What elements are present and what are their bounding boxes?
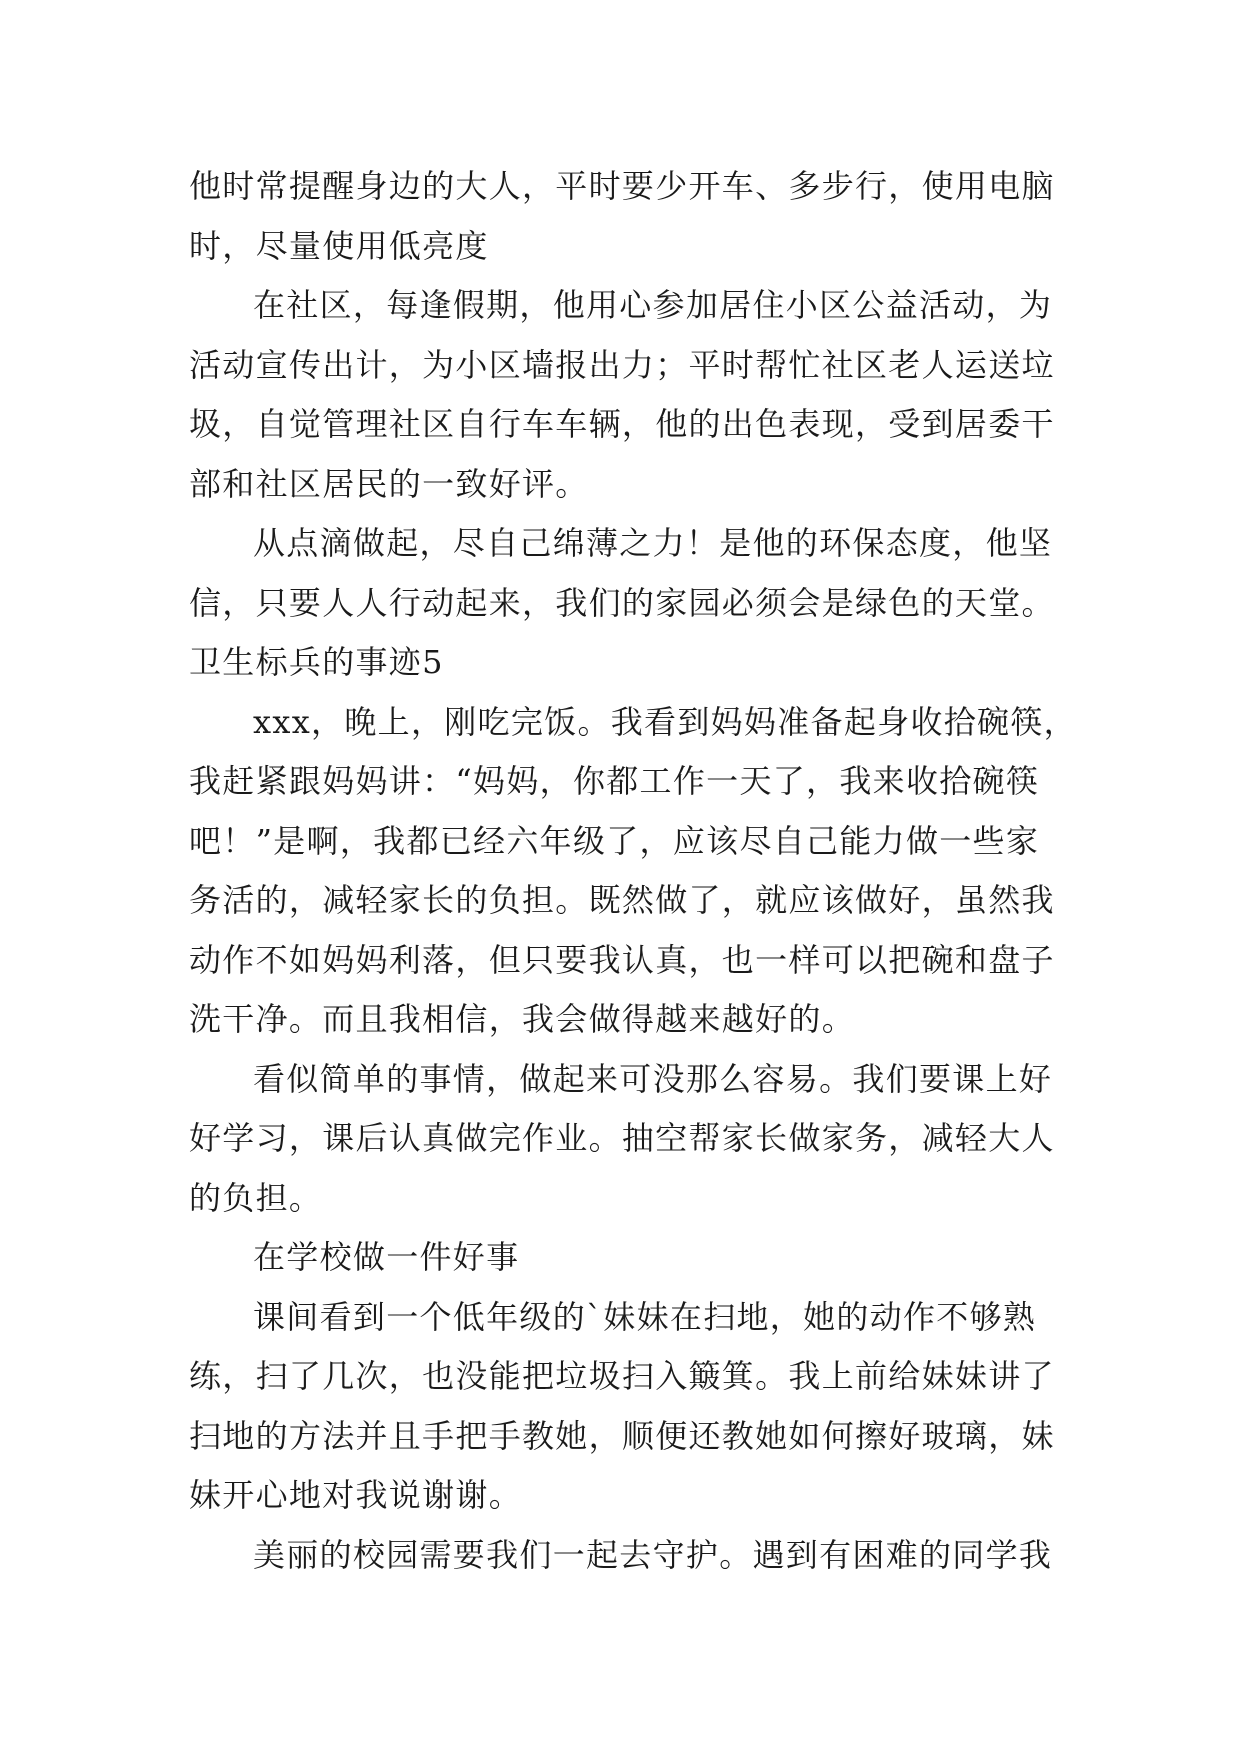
text-line: 部和社区居民的一致好评。 bbox=[189, 464, 589, 503]
subheading: 在学校做一件好事 bbox=[253, 1238, 520, 1276]
text-line: 时，尽量使用低亮度 bbox=[189, 226, 489, 265]
text-line: 我赶紧跟妈妈讲：“妈妈，你都工作一天了，我来收拾碗筷 bbox=[189, 762, 1040, 800]
paragraph-start: 看似简单的事情，做起来可没那么容易。我们要课上好 bbox=[253, 1059, 1053, 1098]
paragraph-start: 从点滴做起，尽自己绵薄之力！是他的环保态度，他坚 bbox=[253, 524, 1053, 562]
paragraph-start: 在社区，每逢假期，他用心参加居住小区公益活动，为 bbox=[253, 286, 1053, 324]
text-line: 妹开心地对我说谢谢。 bbox=[189, 1476, 523, 1514]
text-line: 务活的，减轻家长的负担。既然做了，就应该做好，虽然我 bbox=[189, 881, 1055, 919]
text-line: 的负担。 bbox=[189, 1178, 323, 1217]
section-heading: 卫生标兵的事迹5 bbox=[189, 643, 444, 681]
text-line: 吧！”是啊，我都已经六年级了，应该尽自己能力做一些家 bbox=[189, 821, 1040, 860]
text-line: 他时常提醒身边的大人，平时要少开车、多步行，使用电脑 bbox=[189, 167, 1055, 205]
text-line: 圾，自觉管理社区自行车车辆，他的出色表现，受到居委干 bbox=[189, 405, 1055, 443]
text-line: 洗干净。而且我相信，我会做得越来越好的。 bbox=[189, 1000, 856, 1038]
paragraph-start: xxx，晚上，刚吃完饭。我看到妈妈准备起身收拾碗筷， bbox=[253, 702, 1077, 741]
text-line: 活动宣传出计，为小区墙报出力；平时帮忙社区老人运送垃 bbox=[189, 345, 1055, 384]
text-line: 好学习，课后认真做完作业。抽空帮家长做家务，减轻大人 bbox=[189, 1119, 1055, 1157]
text-line: 练，扫了几次，也没能把垃圾扫入簸箕。我上前给妹妹讲了 bbox=[189, 1357, 1055, 1395]
text-line: 扫地的方法并且手把手教她，顺便还教她如何擦好玻璃，妹 bbox=[189, 1416, 1055, 1455]
document-body bbox=[189, 157, 1077, 1585]
paragraph-start: 美丽的校园需要我们一起去守护。遇到有困难的同学我 bbox=[253, 1535, 1053, 1574]
text-line: 信，只要人人行动起来，我们的家园必须会是绿色的天堂。 bbox=[189, 583, 1055, 622]
text-line: 动作不如妈妈利落，但只要我认真，也一样可以把碗和盘子 bbox=[189, 940, 1055, 979]
paragraph-start: 课间看到一个低年级的`妹妹在扫地，她的动作不够熟 bbox=[253, 1297, 1037, 1336]
